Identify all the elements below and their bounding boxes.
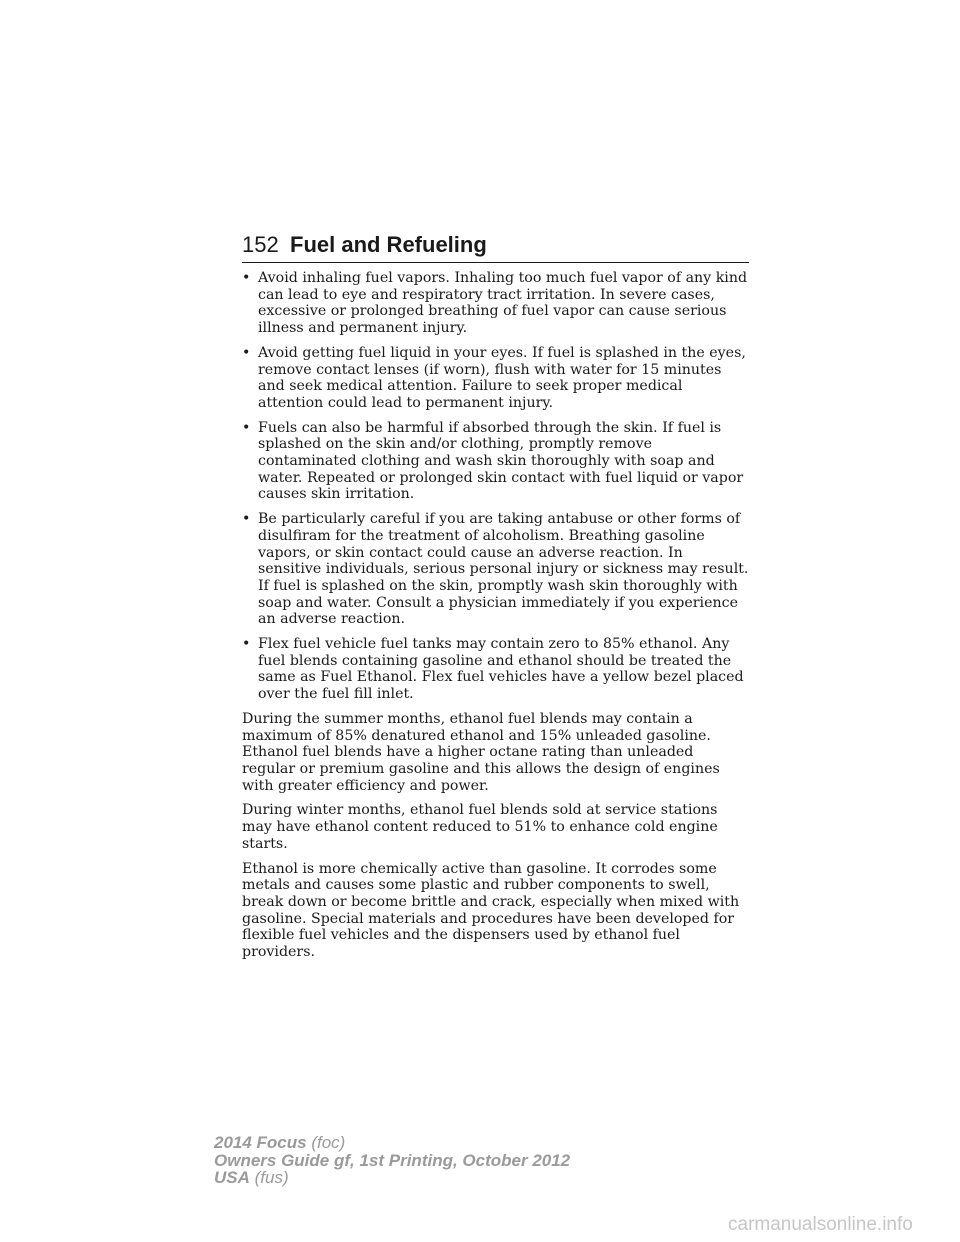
footer-model-line: [214, 1134, 570, 1152]
bullet-mark: •: [242, 636, 251, 653]
bullet-mark: •: [242, 419, 251, 436]
bullet-text: Avoid getting fuel liquid in your eyes. If fuel is splashed in the eyes, remove contact lenses (if worn), flush with water for 15 minutes and seek medical attention. Failure to seek proper medical attention could lead to permanent injury.: [258, 344, 746, 411]
bullet-mark: •: [242, 344, 251, 361]
page-number: 152: [242, 232, 279, 257]
paragraph: During winter months, ethanol fuel blends sold at service stations may have ethanol content reduced to 51% to enhance cold engine starts.: [242, 802, 718, 852]
bullet-item: [242, 270, 750, 337]
bullet-item: [242, 345, 750, 412]
page-header: [242, 228, 749, 263]
bullet-item: [242, 511, 750, 628]
footer-market: USA: [214, 1168, 250, 1187]
footer-market-code: (fus): [254, 1168, 289, 1187]
page-footer: [214, 1134, 570, 1187]
bullet-text: Avoid inhaling fuel vapors. Inhaling too much fuel vapor of any kind can lead to eye and respiratory tract irritation. In severe cases, excessive or prolonged breathing of fuel vapor can cause serious illness and permanent injury.: [258, 270, 748, 337]
bullet-item: [242, 636, 750, 703]
bullet-text: Flex fuel vehicle fuel tanks may contain zero to 85% ethanol. Any fuel blends containing gasoline and ethanol should be treated the same as Fuel Ethanol. Flex fuel vehicles have a yellow bezel placed over the fuel fill inlet.: [258, 636, 744, 703]
footer-guide-info: Owners Guide gf, 1st Printing, October 2012: [214, 1150, 571, 1170]
footer-market-line: [214, 1169, 570, 1187]
bullet-item: [242, 420, 750, 504]
bullet-text: Be particularly careful if you are taking antabuse or other forms of disulfiram for the treatment of alcoholism. Breathing gasoline vapors, or skin contact could cause an adverse reaction. In sensitive individuals, serious personal injury or sickness may result. If fuel is splashed on the skin, promptly wash skin thoroughly with soap and water. Consult a physician immediately if you experience an adverse reaction.: [258, 511, 749, 628]
footer-model-code: (foc): [311, 1133, 346, 1152]
section-title: Fuel and Refueling: [290, 232, 487, 257]
bullet-mark: •: [242, 511, 251, 528]
paragraph: Ethanol is more chemically active than gasoline. It corrodes some metals and causes some plastic and rubber components to swell, break down or become brittle and crack, especially when mixed with gasoline. Special materials and procedures have been developed for flexible fuel vehicles and the dispensers used by ethanol fuel providers.: [242, 860, 740, 961]
site-watermark: carmanualsonline.info: [728, 1214, 913, 1235]
body-text: [242, 270, 750, 969]
bullet-text: Fuels can also be harmful if absorbed through the skin. If fuel is splashed on the skin and/or clothing, promptly remove contaminated clothing and wash skin thoroughly with soap and water. Repeated or prolonged skin contact with fuel liquid or vapor causes skin irritation.: [258, 419, 744, 503]
footer-model: 2014 Focus: [214, 1133, 307, 1152]
bullet-mark: •: [242, 270, 251, 286]
paragraph: During the summer months, ethanol fuel blends may contain a maximum of 85% denatured ethanol and 15% unleaded gasoline. Ethanol fuel blends have a higher octane rating than unleaded regular or premium gasoline and this allows the design of engines with greater efficiency and power.: [242, 710, 720, 794]
